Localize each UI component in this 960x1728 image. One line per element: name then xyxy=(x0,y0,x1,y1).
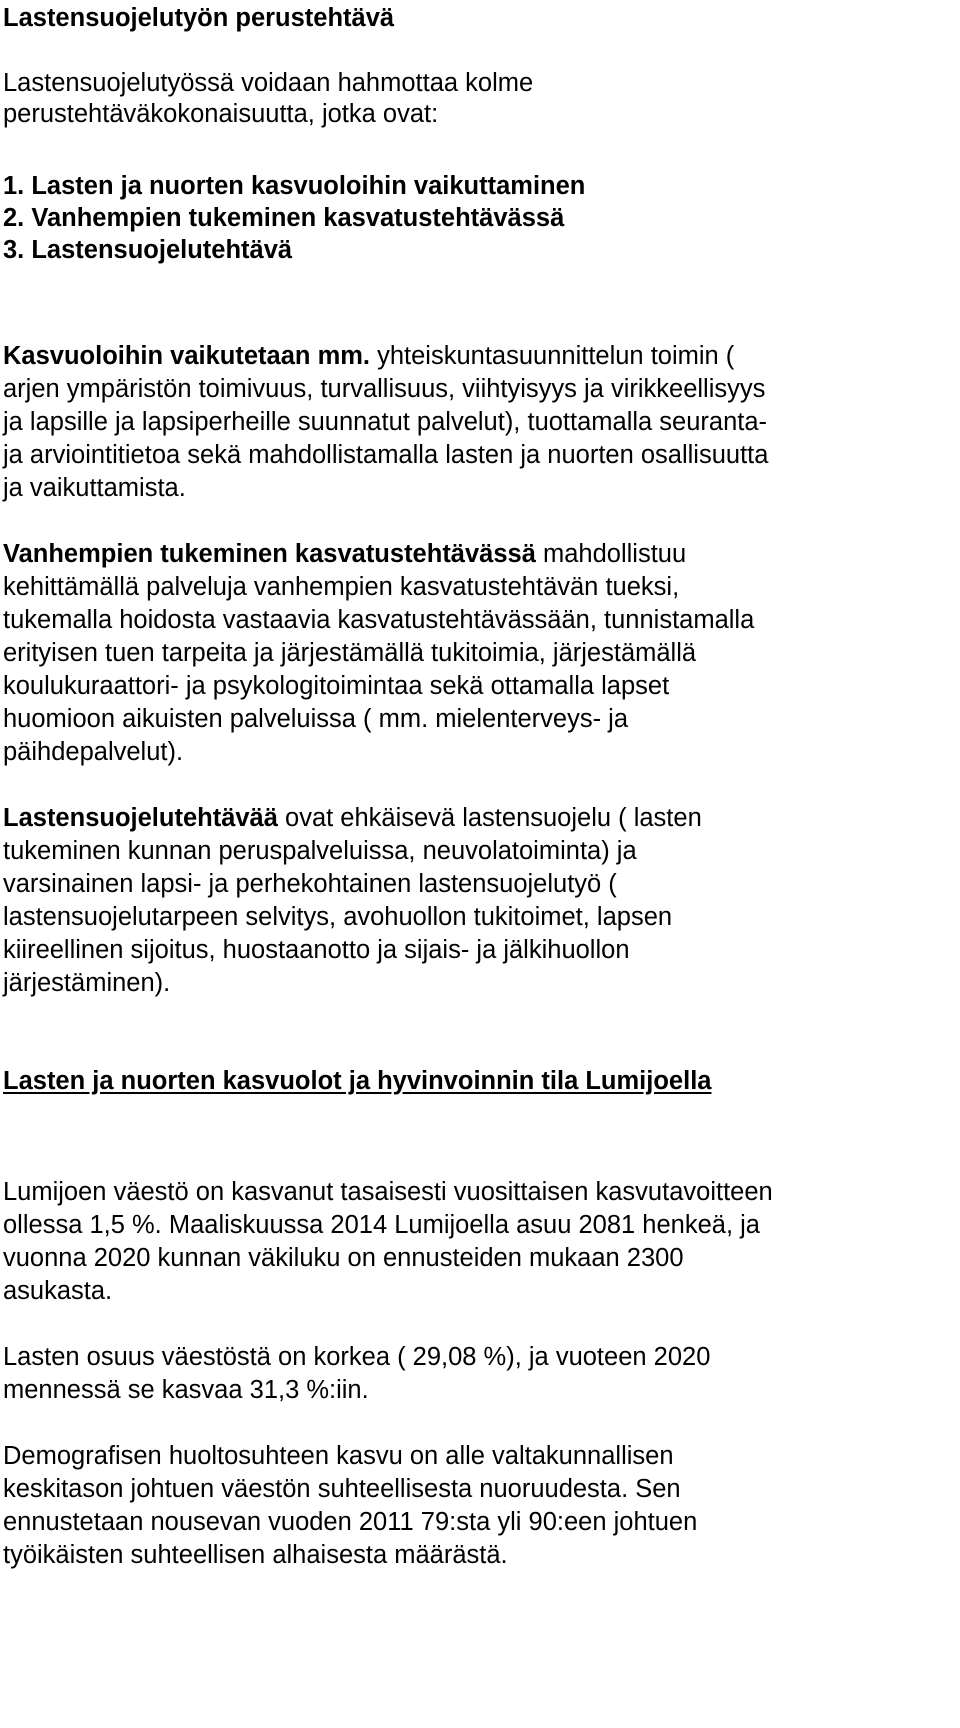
paragraph-lead: Vanhempien tukeminen kasvatustehtävässä xyxy=(3,540,536,568)
paragraph-line: keskitason johtuen väestön suhteellisesta nuoruudesta. Sen xyxy=(3,1475,681,1503)
paragraph-line: kiireellinen sijoitus, huostaanotto ja sijais- ja jälkihuollon xyxy=(3,936,630,964)
paragraph-line: arjen ympäristön toimivuus, turvallisuus, viihtyisyys ja virikkeellisyys xyxy=(3,375,766,403)
section-heading: Lasten ja nuorten kasvuolot ja hyvinvoinnin tila Lumijoella xyxy=(3,1067,712,1095)
paragraph-line xyxy=(3,803,702,833)
paragraph-line: mennessä se kasvaa 31,3 %:iin. xyxy=(3,1376,369,1404)
paragraph-line: ja vaikuttamista. xyxy=(3,474,186,502)
paragraph-line: päihdepalvelut). xyxy=(3,738,184,766)
paragraph-line: tukemalla hoidosta vastaavia kasvatustehtävässään, tunnistamalla xyxy=(3,606,755,634)
page-title: Lastensuojelutyön perustehtävä xyxy=(3,4,395,32)
task-item: 2. Vanhempien tukeminen kasvatustehtävässä xyxy=(3,204,565,232)
intro-line: perustehtäväkokonaisuutta, jotka ovat: xyxy=(3,100,439,128)
paragraph-line: lastensuojelutarpeen selvitys, avohuollon tukitoimet, lapsen xyxy=(3,903,673,931)
paragraph-line: vuonna 2020 kunnan väkiluku on ennusteiden mukaan 2300 xyxy=(3,1244,684,1272)
paragraph-line: ollessa 1,5 %. Maaliskuussa 2014 Lumijoella asuu 2081 henkeä, ja xyxy=(3,1211,760,1239)
paragraph-line: Demografisen huoltosuhteen kasvu on alle valtakunnallisen xyxy=(3,1442,674,1470)
paragraph-line: työikäisten suhteellisen alhaisesta määrästä. xyxy=(3,1541,508,1569)
paragraph-line: ja lapsille ja lapsiperheille suunnatut palvelut), tuottamalla seuranta- xyxy=(3,408,768,436)
paragraph-line: ja arviointitietoa sekä mahdollistamalla lasten ja nuorten osallisuutta xyxy=(3,441,769,469)
paragraph-line: erityisen tuen tarpeita ja järjestämällä tukitoimia, järjestämällä xyxy=(3,639,697,667)
paragraph-text: yhteiskuntasuunnittelun toimin ( xyxy=(370,342,735,370)
paragraph-line: huomioon aikuisten palveluissa ( mm. mielenterveys- ja xyxy=(3,705,629,733)
paragraph-text: mahdollistuu xyxy=(535,540,687,568)
task-item: 1. Lasten ja nuorten kasvuoloihin vaikuttaminen xyxy=(3,172,586,200)
paragraph-line: varsinainen lapsi- ja perhekohtainen lastensuojelutyö ( xyxy=(3,870,617,898)
paragraph-line: ennustetaan nousevan vuoden 2011 79:sta yli 90:een johtuen xyxy=(3,1508,698,1536)
paragraph-line xyxy=(3,539,686,569)
paragraph-line: tukeminen kunnan peruspalveluissa, neuvolatoiminta) ja xyxy=(3,837,637,865)
intro-line: Lastensuojelutyössä voidaan hahmottaa kolme xyxy=(3,69,534,97)
paragraph-line: koulukuraattori- ja psykologitoimintaa sekä ottamalla lapset xyxy=(3,672,670,700)
paragraph-lead: Kasvuoloihin vaikutetaan mm. xyxy=(3,342,371,370)
paragraph-line: kehittämällä palveluja vanhempien kasvatustehtävän tueksi, xyxy=(3,573,680,601)
task-item: 3. Lastensuojelutehtävä xyxy=(3,236,293,264)
paragraph-text: ovat ehkäisevä lastensuojelu ( lasten xyxy=(277,804,702,832)
paragraph-line: Lumijoen väestö on kasvanut tasaisesti vuosittaisen kasvutavoitteen xyxy=(3,1178,773,1206)
paragraph-line xyxy=(3,341,734,371)
paragraph-lead: Lastensuojelutehtävää xyxy=(3,804,278,832)
paragraph-line: Lasten osuus väestöstä on korkea ( 29,08 %), ja vuoteen 2020 xyxy=(3,1343,711,1371)
paragraph-line: asukasta. xyxy=(3,1277,113,1305)
paragraph-line: järjestäminen). xyxy=(3,969,171,997)
